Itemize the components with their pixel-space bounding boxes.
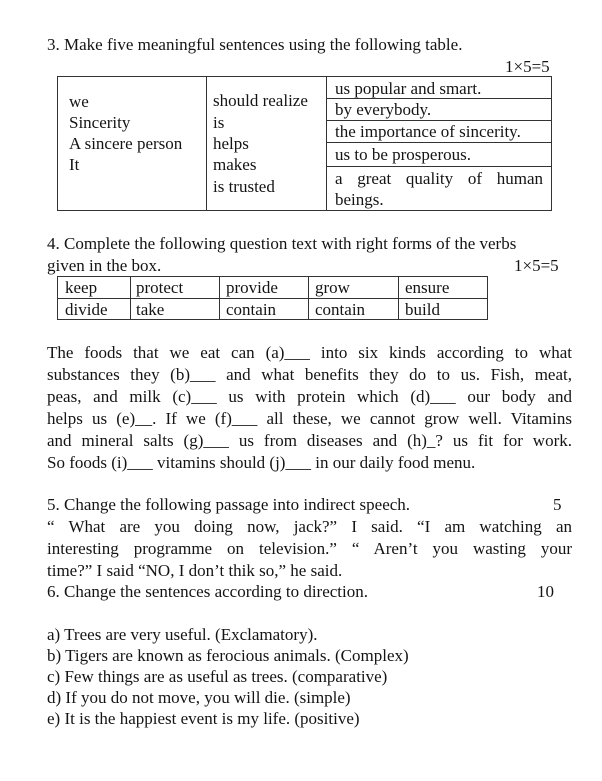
q3-subject: we bbox=[69, 92, 89, 111]
q3-verb: is trusted bbox=[213, 177, 275, 196]
q3-subject: Sincerity bbox=[69, 113, 131, 132]
q4-verb: contain bbox=[315, 300, 366, 319]
q3-verb: is bbox=[213, 113, 225, 132]
q4-verb: keep bbox=[65, 278, 98, 297]
q4-box-col-line bbox=[219, 276, 220, 320]
q3-object: us popular and smart. bbox=[335, 79, 482, 98]
q6-item: a) Trees are very useful. (Exclamatory). bbox=[47, 625, 318, 644]
q3-object: by everybody. bbox=[335, 100, 432, 119]
q4-marks: 1×5=5 bbox=[514, 256, 559, 275]
q3-marks: 1×5=5 bbox=[505, 57, 550, 76]
q4-verb: take bbox=[136, 300, 165, 319]
q4-verb: ensure bbox=[405, 278, 450, 297]
q4-passage-line: peas, and milk (c)___ us with protein which (d)___ our body and bbox=[47, 387, 572, 406]
q3-heading: 3. Make five meaningful sentences using the following table. bbox=[47, 35, 463, 54]
q3-object: beings. bbox=[335, 190, 384, 209]
q3-object: a great quality of human bbox=[335, 169, 543, 188]
q6-heading: 6. Change the sentences according to direction. bbox=[47, 582, 368, 601]
q6-item: c) Few things are as useful as trees. (comparative) bbox=[47, 667, 388, 686]
q4-verb: provide bbox=[226, 278, 278, 297]
q3-verb: helps bbox=[213, 134, 249, 153]
q4-passage-line: The foods that we eat can (a)___ into six kinds according to what bbox=[47, 343, 572, 362]
q6-item: b) Tigers are known as ferocious animals. (Complex) bbox=[47, 646, 409, 665]
q5-passage-line: interesting programme on television.” “ Aren’t you wasting your bbox=[47, 539, 572, 558]
q4-passage-line: substances they (b)___ and what benefits they do to us. Fish, meat, bbox=[47, 365, 572, 384]
q3-verb: makes bbox=[213, 155, 257, 174]
q3-subject: It bbox=[69, 155, 80, 174]
q3-verb: should realize bbox=[213, 91, 308, 110]
q4-heading: 4. Complete the following question text with right forms of the verbs bbox=[47, 234, 517, 253]
q3-subject: A sincere person bbox=[69, 134, 183, 153]
q4-box-col-line bbox=[398, 276, 399, 320]
q4-verb: divide bbox=[65, 300, 108, 319]
q4-verb: protect bbox=[136, 278, 184, 297]
q6-item: d) If you do not move, you will die. (simple) bbox=[47, 688, 351, 707]
q5-passage-line: “ What are you doing now, jack?” I said. “I am watching an bbox=[47, 517, 572, 536]
q3-table-divider bbox=[206, 76, 207, 211]
q4-passage-line: So foods (i)___ vitamins should (j)___ in our daily food menu. bbox=[47, 453, 476, 472]
q3-object: the importance of sincerity. bbox=[335, 122, 521, 141]
q4-verb: grow bbox=[315, 278, 350, 297]
q4-verb: contain bbox=[226, 300, 277, 319]
q4-box-col-line bbox=[308, 276, 309, 320]
q4-verb: build bbox=[405, 300, 440, 319]
q6-marks: 10 bbox=[537, 582, 554, 601]
q5-passage-line: time?” I said “NO, I don’t thik so,” he said. bbox=[47, 561, 343, 580]
q5-marks: 5 bbox=[553, 495, 562, 514]
q4-passage-line: helps us (e)__. If we (f)___ all these, we cannot grow well. Vitamins bbox=[47, 409, 572, 428]
q3-table-divider bbox=[326, 76, 327, 211]
q5-heading: 5. Change the following passage into indirect speech. bbox=[47, 495, 411, 514]
q6-item: e) It is the happiest event is my life. (positive) bbox=[47, 709, 360, 728]
q4-heading: given in the box. bbox=[47, 256, 162, 275]
q3-row-line bbox=[326, 142, 552, 143]
q3-row-line bbox=[326, 166, 552, 167]
q4-passage-line: and mineral salts (g)___ us from diseases and (h)_? us fit for work. bbox=[47, 431, 572, 450]
q3-object: us to be prosperous. bbox=[335, 145, 471, 164]
q4-box-col-line bbox=[130, 276, 131, 320]
